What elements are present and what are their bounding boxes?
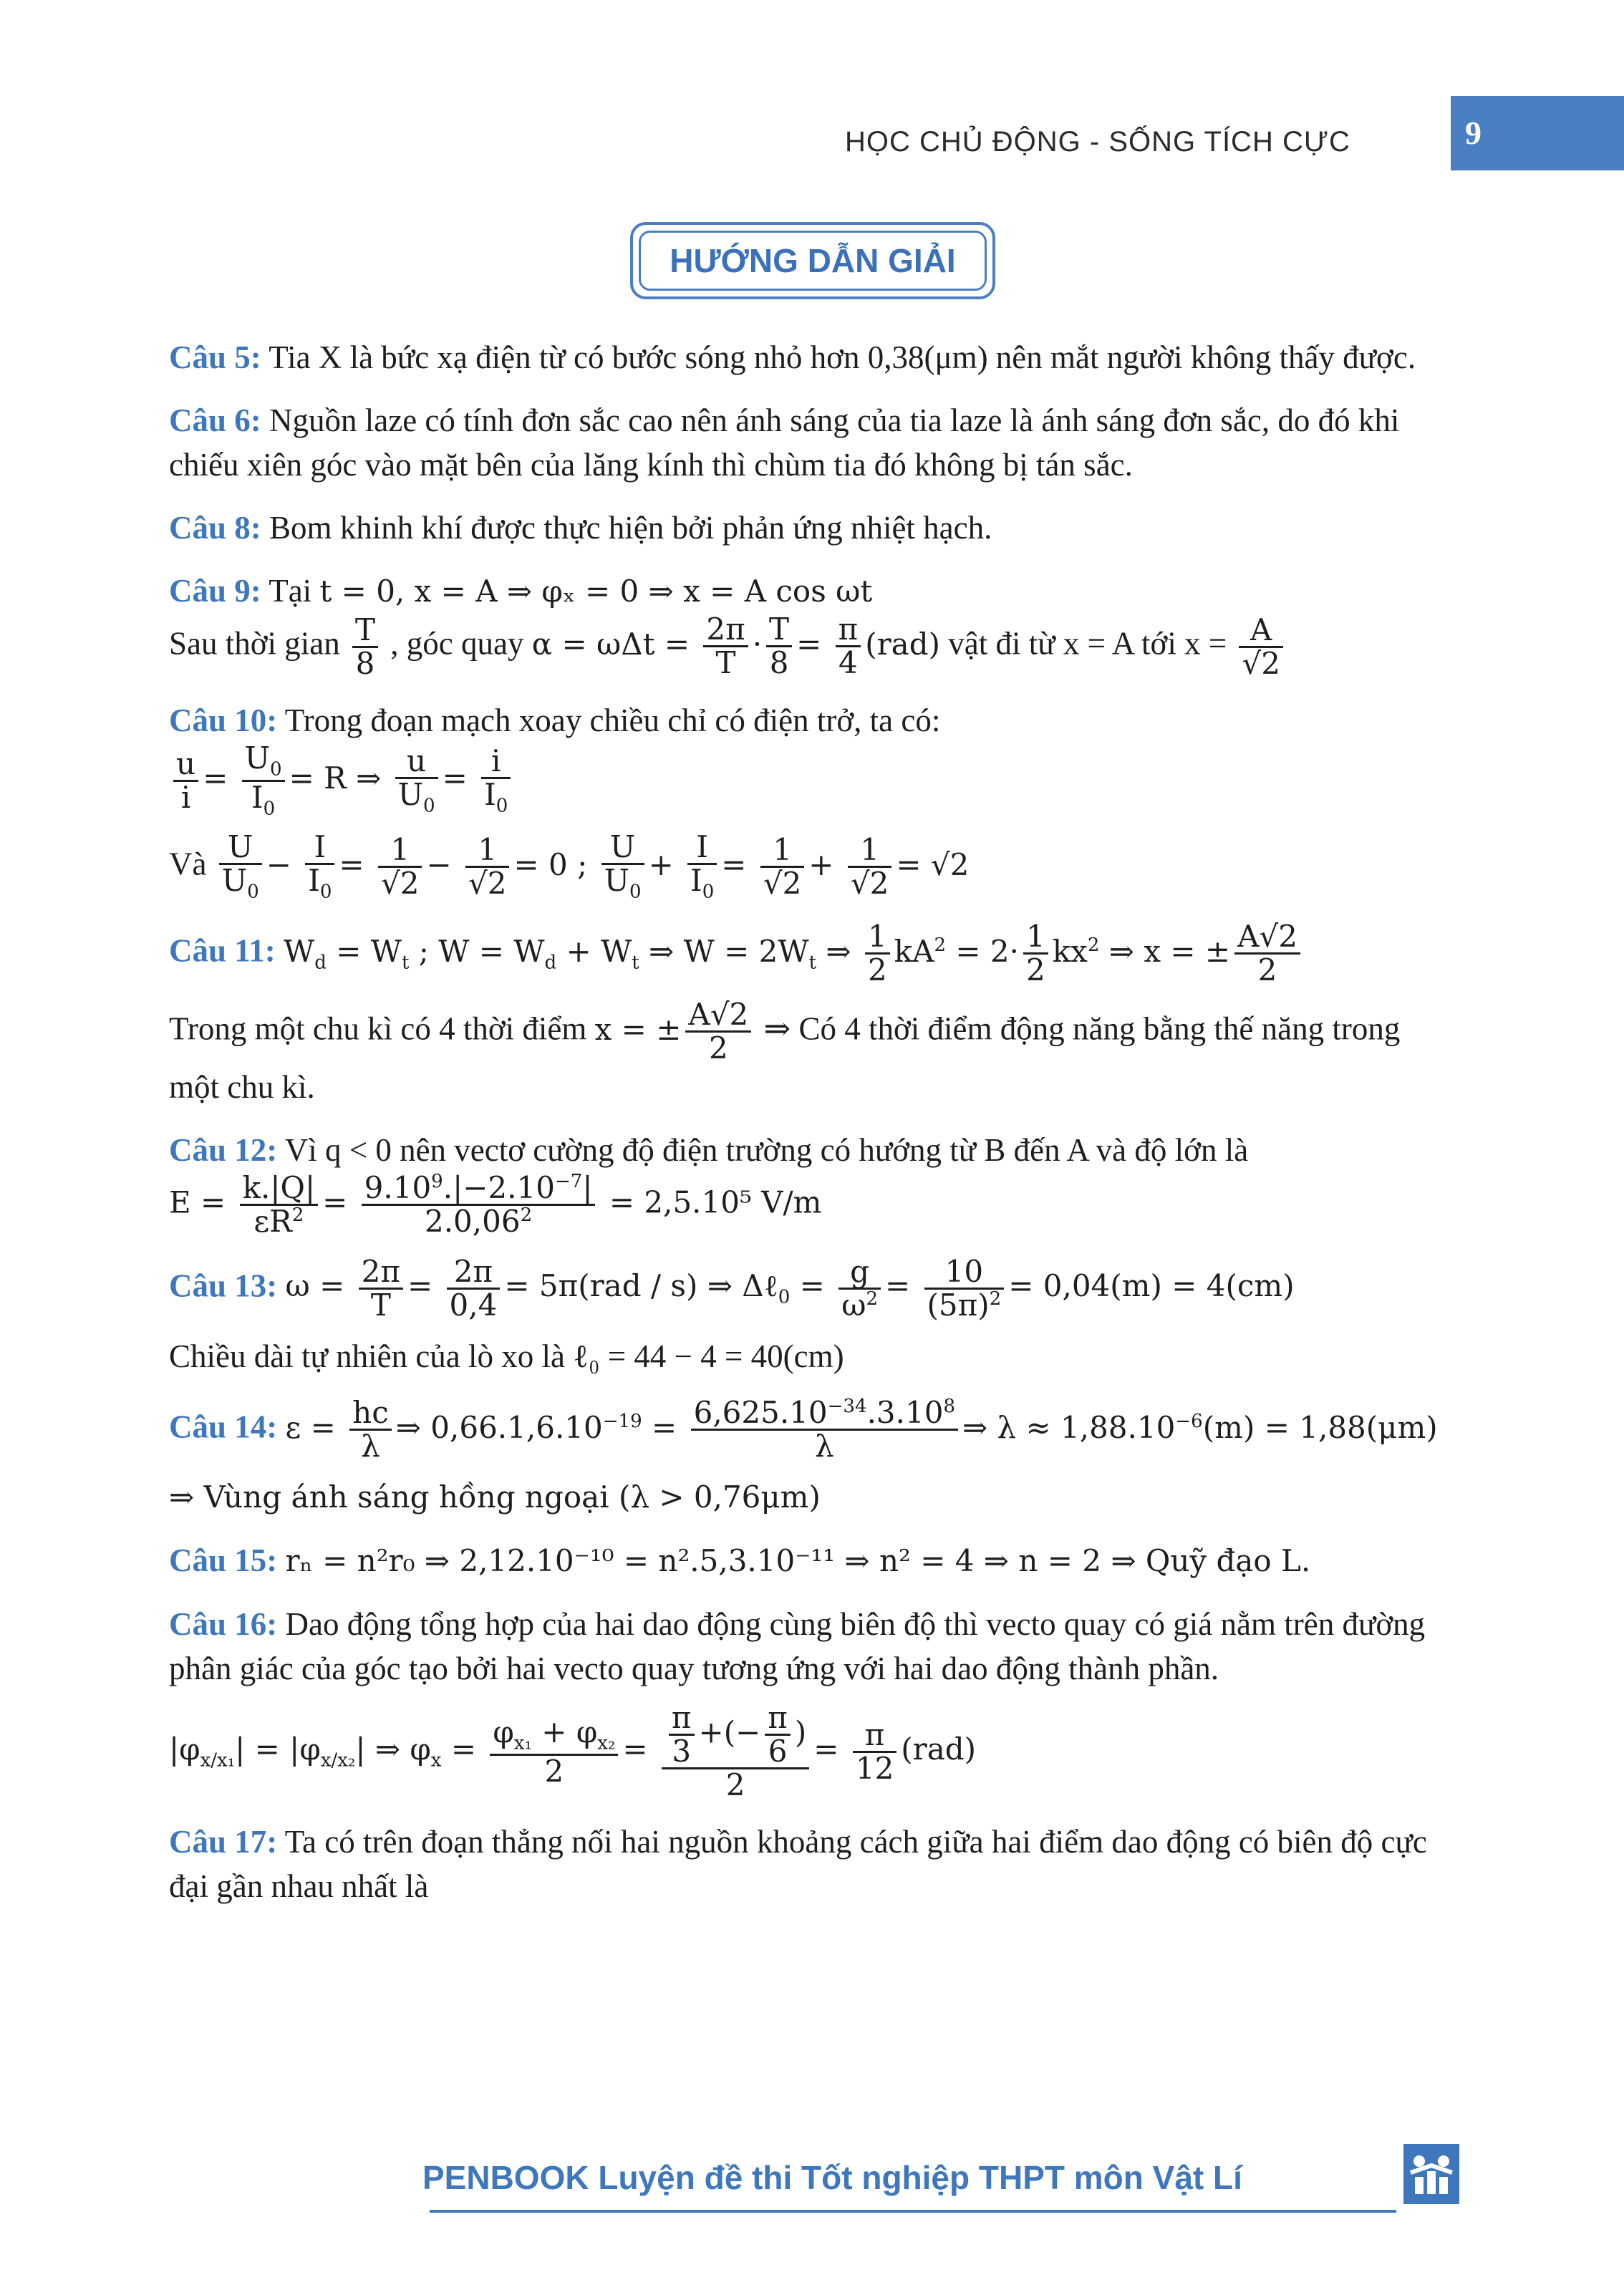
question-label: Câu 15: xyxy=(169,1542,278,1579)
question-5 xyxy=(169,335,1458,380)
question-6 xyxy=(169,398,1458,487)
question-text: Sau thời gian xyxy=(169,625,340,662)
question-label: Câu 12: xyxy=(169,1131,278,1168)
question-label: Câu 11: xyxy=(169,932,276,969)
question-11 xyxy=(169,921,1458,1108)
question-label: Câu 13: xyxy=(169,1267,278,1304)
page-number: 9 xyxy=(1451,96,1624,170)
question-label: Câu 8: xyxy=(169,510,261,546)
formula: α = ωΔt = $\frac{2\pi}{T}$ · $\frac{T}{8}$ = $\frac{\pi}{4}$ (rad) xyxy=(531,612,940,681)
question-text: Tại xyxy=(269,573,312,609)
question-text: Tia X là bức xạ điện từ có bước sóng nhỏ hơn 0,38(μm) nên mắt người không thấy được. xyxy=(269,339,1416,375)
question-text: Chiều dài tự nhiên của lò xo là ℓ₀ = 44 − 4 = 40(cm) xyxy=(169,1338,844,1374)
footer-divider xyxy=(430,2210,1396,2213)
question-10 xyxy=(169,698,1458,902)
formula: x = ± $\frac{A√2}{2}$ xyxy=(595,1012,756,1047)
question-14 xyxy=(169,1394,1458,1520)
question-text: Ta có trên đoạn thẳng nối hai nguồn khoảng cách giữa hai điểm dao động có biên độ cực đại gần nhau nhất là xyxy=(169,1824,1427,1905)
formula: $\frac{U}{U_0}$ − $\frac{I}{I_0}$ = $\frac{1}{√2}$ − $\frac{1}{√2}$ = 0 ; $\frac{U}{U_0}$ + $\frac{I}{I_0}$ = $\frac{1}{√2}$ + $\frac{1}{√2}$ = √2 xyxy=(215,847,970,882)
formula: $\frac{u}{i}$ = $\frac{U_0}{I_0}$ = R ⇒ $\frac{u}{U_0}$ = $\frac{i}{I_0}$ xyxy=(169,743,1458,818)
formula-fraction: $\frac{T}{8}$ xyxy=(352,614,378,680)
formula: ε = $\frac{hc}{\lambda}$ ⇒ $0,66.1,6.10^{-19}$ = $\frac{6,625.10^{-34}.3.10^8}{\lambda}$ ⇒ $\lambda \approx 1,88.10^{-6}(m) = 1,88(\mu m)$ xyxy=(285,1394,1438,1464)
question-text: Bom khinh khí được thực hiện bởi phản ứng nhiệt hạch. xyxy=(269,510,992,546)
footer-title: PENBOOK Luyện đề thi Tốt nghiệp THPT môn Vật Lí xyxy=(422,2159,1242,2196)
question-text: Trong đoạn mạch xoay chiều chỉ có điện trở, ta có: xyxy=(284,702,941,738)
question-17 xyxy=(169,1820,1458,1908)
question-text: , góc quay xyxy=(390,625,524,662)
formula-fraction: $\frac{A}{√2}$ xyxy=(1239,614,1282,680)
question-12 xyxy=(169,1128,1458,1237)
question-text: Trong một chu kì có 4 thời điểm xyxy=(169,1010,587,1047)
formula: $W_d = W_t$ ; $W = W_d + W_t$ ⇒ $W = 2W_t$ ⇒ $\frac{1}{2}$ $kA^2 = 2\cdot$ $\frac{1}{2}$ $kx^2$ ⇒ x = ± $\frac{A√2}{2}$ xyxy=(284,934,1305,969)
penbook-logo-icon xyxy=(1403,2144,1459,2204)
question-label: Câu 17: xyxy=(169,1824,278,1860)
section-title-box xyxy=(630,222,995,299)
question-15 xyxy=(169,1538,1458,1583)
question-8 xyxy=(169,506,1458,550)
running-header: HỌC CHỦ ĐỘNG - SỐNG TÍCH CỰC xyxy=(845,126,1350,158)
question-text: ⇒ Có 4 thời điểm động năng bằng thế năng trong một chu kì. xyxy=(169,1010,1401,1105)
question-label: Câu 16: xyxy=(169,1606,278,1643)
section-title: HƯỚNG DẪN GIẢI xyxy=(639,231,987,291)
question-label: Câu 5: xyxy=(169,339,261,375)
question-text: Nguồn laze có tính đơn sắc cao nên ánh sáng của tia laze là ánh sáng đơn sắc, do đó khi chiếu xiên góc vào mặt bên của lăng kính thì chùm tia đó không bị tán sắc. xyxy=(169,402,1400,483)
question-text: ⇒ Vùng ánh sáng hồng ngoại (λ > 0,76μm) xyxy=(169,1479,821,1515)
question-text: Và xyxy=(169,846,207,882)
question-text: Dao động tổng hợp của hai dao động cùng biên độ thì vecto quay có giá nằm trên đường phân giác của góc tạo bởi hai vecto quay tương ứng với hai dao động thành phần. xyxy=(169,1606,1426,1687)
question-text: Vì q < 0 nên vectơ cường độ điện trường có hướng từ B đến A và độ lớn là xyxy=(284,1131,1249,1168)
formula: t = 0, x = A ⇒ φₓ = 0 ⇒ x = A cos ωt xyxy=(319,574,873,609)
formula: $|\varphi_{x/x_1}| = |\varphi_{x/x_2}|$ ⇒ $\varphi_x$ = $\frac{\varphi_{x_1} + \varphi_{x_2}}{2}$ = $\frac{\pi}{3}$ +(− $\frac{\pi}{6}$ ) 2 = $\frac{\pi}{12}$ (rad) xyxy=(169,1700,977,1803)
question-label: Câu 9: xyxy=(169,573,261,609)
question-16 xyxy=(169,1602,1458,1801)
solutions-body xyxy=(169,335,1458,1927)
question-9 xyxy=(169,569,1458,680)
formula: E = $\frac{k.|Q|}{\varepsilon R^2}$ = $\frac{9.10^9.|-2.10^{-7}|}{2.0,06^2}$ = 2,5.10⁵ V/m xyxy=(169,1169,822,1239)
question-text: vật đi từ x = A tới x = xyxy=(948,625,1227,662)
formula: ω = $\frac{2\pi}{T}$ = $\frac{2\pi}{0,4}$ = 5π(rad / s) ⇒ Δℓ$_0$ = $\frac{g}{\omega^2}$ = $\frac{10}{(5\pi)^2}$ = 0,04(m) = 4(cm) xyxy=(285,1253,1295,1323)
formula: rₙ = n²r₀ ⇒ 2,12.10⁻¹⁰ = n².5,3.10⁻¹¹ ⇒ n² = 4 ⇒ n = 2 ⇒ Quỹ đạo L. xyxy=(285,1543,1311,1579)
question-label: Câu 10: xyxy=(169,702,278,738)
question-13 xyxy=(169,1253,1458,1378)
question-label: Câu 6: xyxy=(169,402,261,438)
question-label: Câu 14: xyxy=(169,1409,278,1445)
